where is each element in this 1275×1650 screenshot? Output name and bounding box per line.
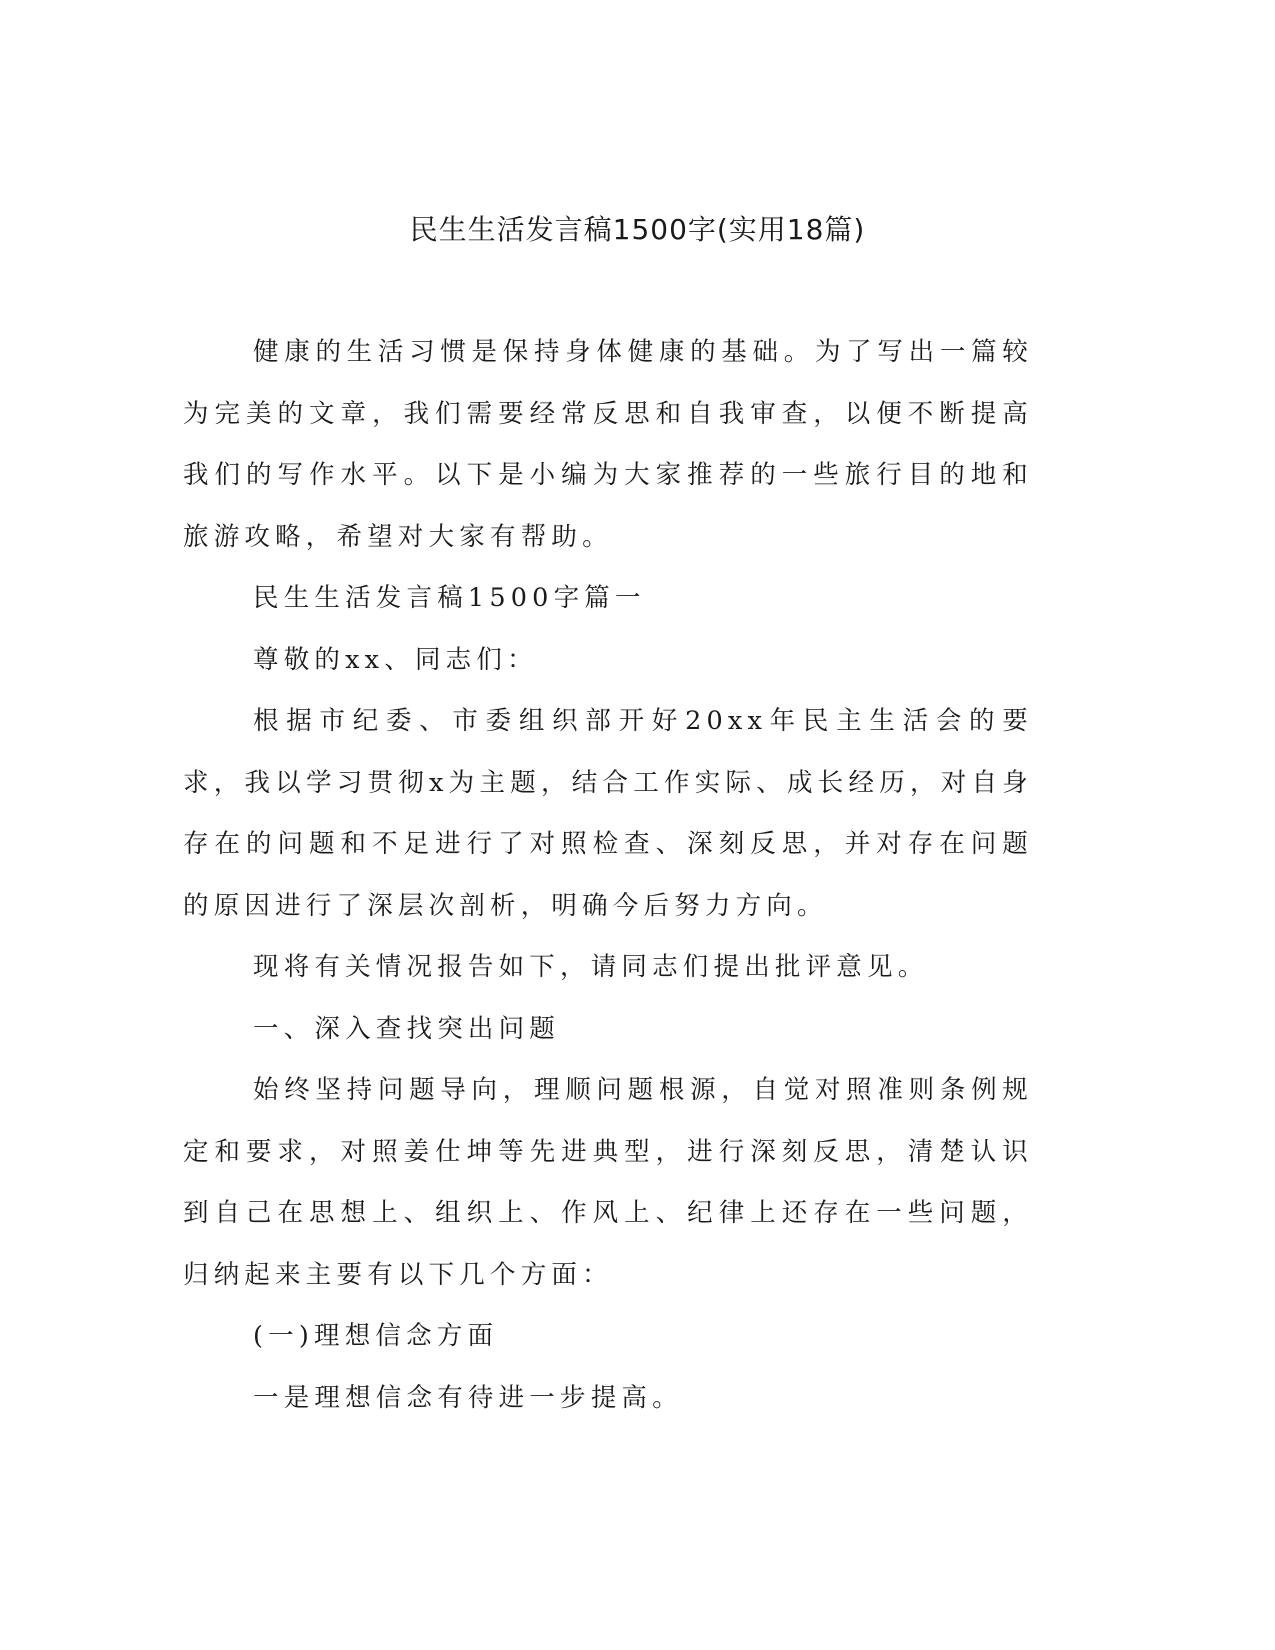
section-heading-article-one: 民生生活发言稿1500字篇一 [253,583,646,613]
intro-paragraph: 健康的生活习惯是保持身体健康的基础。为了写出一篇较为完美的文章，我们需要经常反思和自我审查，以便不断提高我们的写作水平。以下是小编为大家推荐的一些旅行目的地和旅游攻略，希望对大家有帮助。 [183,337,1033,552]
document-body [183,322,1033,1429]
body-paragraph: 现将有关情况报告如下，请同志们提出批评意见。 [253,952,929,982]
body-paragraph: 一是理想信念有待进一步提高。 [253,1382,683,1413]
document-title: 民生生活发言稿1500字(实用18篇) [409,213,866,246]
subsection-heading: (一)理想信念方面 [253,1321,499,1351]
body-paragraph: 始终坚持问题导向，理顺问题根源，自觉对照准则条例规定和要求，对照姜仕坤等先进典型，进行深刻反思，清楚认识到自己在思想上、组织上、作风上、纪律上还存在一些问题，归纳起来主要有以下几个方面： [183,1075,1033,1290]
salutation: 尊敬的xx、同志们： [253,644,538,675]
body-paragraph: 根据市纪委、市委组织部开好20xx年民主生活会的要求，我以学习贯彻x为主题，结合工作实际、成长经历，对自身存在的问题和不足进行了对照检查、深刻反思，并对存在问题的原因进行了深层次剖析，明确今后努力方向。 [183,706,1033,921]
section-heading: 一、深入查找突出问题 [253,1013,561,1044]
